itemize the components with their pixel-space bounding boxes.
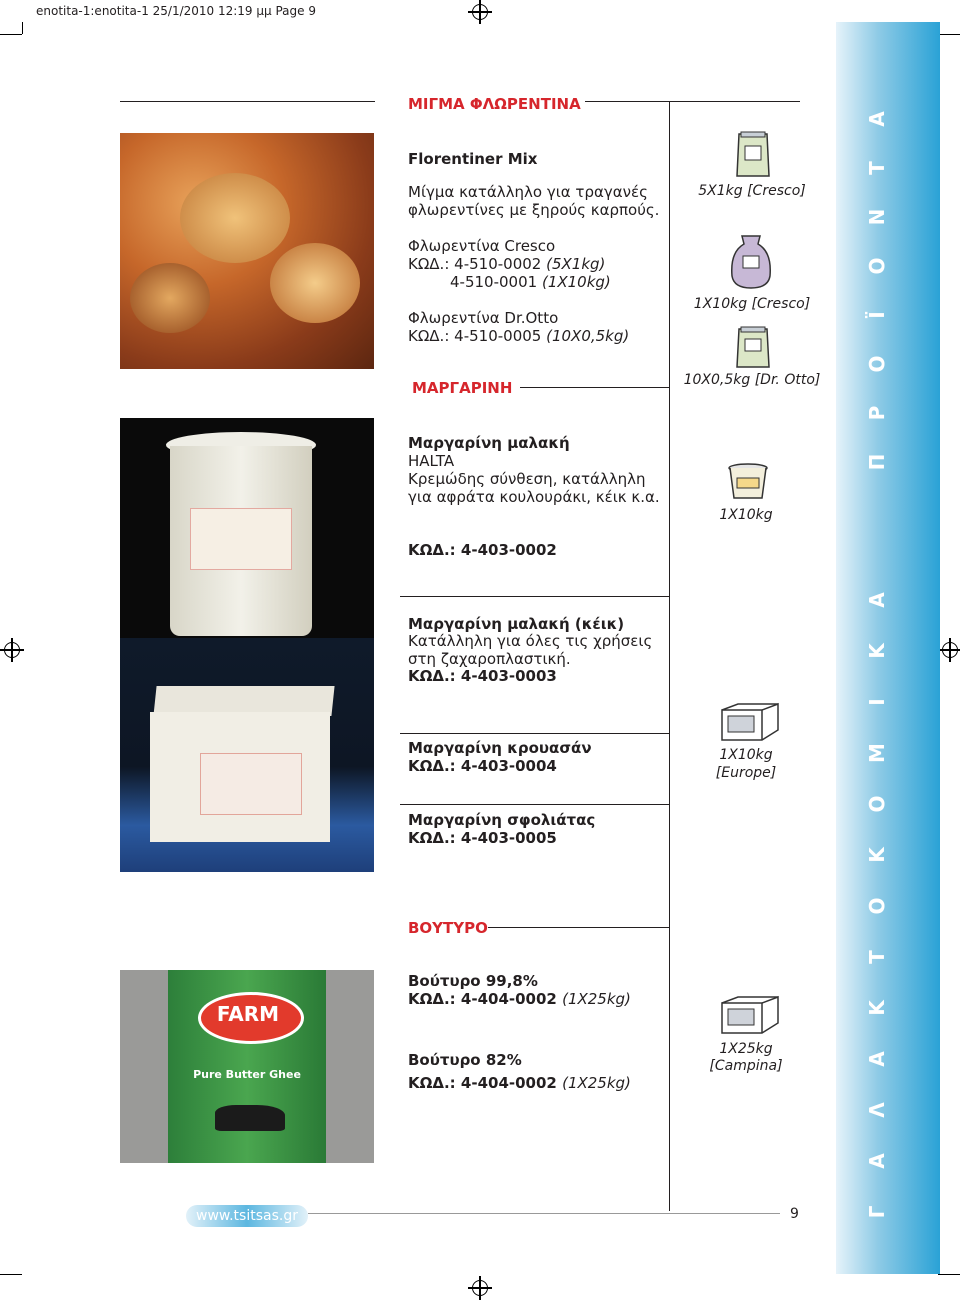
margarine-cake-title: Μαργαρίνη μαλακή (κέικ) — [408, 615, 625, 633]
margarine-cake-desc-1: Κατάλληλη για όλες τις χρήσεις — [408, 632, 653, 650]
crop-mark-tr-h — [938, 34, 960, 35]
florentine-cresco-code-2 — [450, 273, 611, 291]
butter-tin-photo — [120, 970, 374, 1163]
sidebar-letter: Γ — [865, 1205, 889, 1219]
carton-icon — [718, 995, 782, 1037]
sidebar-letter: Μ — [865, 743, 889, 763]
butter-1-code — [408, 990, 631, 1008]
cookie-shape — [180, 173, 290, 263]
rule-cake — [400, 596, 670, 597]
section-heading-florentine: ΜΙΓΜΑ ΦΛΩΡΕΝΤΙΝΑ — [408, 95, 581, 113]
registration-mark-top — [472, 4, 488, 20]
registration-mark-left — [4, 642, 20, 658]
pack-text: (1X25kg) — [562, 1074, 631, 1092]
margarine-cake-desc-2: στη ζαχαροπλαστική. — [408, 650, 571, 668]
sidebar-letter: Τ — [865, 950, 889, 964]
footer-rule — [308, 1213, 780, 1214]
tub-icon — [727, 462, 769, 502]
margarine-croissant-code: ΚΩΔ.: 4-403-0004 — [408, 757, 557, 775]
pack-text: (1X25kg) — [562, 990, 631, 1008]
code-text: ΚΩΔ.: 4-404-0002 — [408, 990, 557, 1008]
florentine-photo — [120, 133, 374, 369]
margarine-soft-code: ΚΩΔ.: 4-403-0002 — [408, 541, 557, 559]
pack-caption-2: 1X10kg [Cresco] — [693, 296, 811, 312]
rule-croissant — [400, 733, 670, 734]
sidebar-letter: Ρ — [865, 405, 889, 421]
margarine-soft-brand: HALTA — [408, 452, 455, 470]
margarine-rule-right — [520, 387, 670, 388]
sidebar-letter: Ο — [865, 897, 889, 915]
margarine-cake-code: ΚΩΔ.: 4-403-0003 — [408, 667, 557, 685]
crop-mark-tl-h — [0, 34, 22, 35]
sidebar-letter: Ϊ — [865, 311, 889, 319]
pack-text: (1X10kg) — [541, 273, 611, 291]
sack-icon — [728, 234, 774, 290]
sidebar-letter: Λ — [865, 1102, 889, 1118]
pack-caption-6a: 1X25kg — [719, 1041, 773, 1057]
website-link[interactable]: www.tsitsas.gr — [186, 1205, 308, 1227]
cookie-shape — [130, 263, 210, 333]
sidebar-letter: Τ — [865, 161, 889, 175]
rule-puff — [400, 804, 670, 805]
code-text: ΚΩΔ.: 4-404-0002 — [408, 1074, 557, 1092]
registration-mark-right — [942, 642, 958, 658]
pack-text: (5X1kg) — [546, 255, 606, 273]
florentine-cresco-name: Φλωρεντίνα Cresco — [408, 237, 556, 255]
pack-caption-5a: 1X10kg — [719, 747, 773, 763]
florentine-desc-2: φλωρεντίνες με ξηρούς καρπούς. — [408, 201, 660, 219]
bag-otto-icon — [735, 325, 771, 371]
sidebar-letter: Κ — [865, 1000, 889, 1016]
sidebar-letter: Ο — [865, 795, 889, 813]
butter-1-title: Βούτυρο 99,8% — [408, 972, 538, 990]
sidebar-letter: Α — [865, 111, 889, 127]
florentine-desc-1: Μίγμα κατάλληλο για τραγανές — [408, 183, 648, 201]
sidebar-letter: Κ — [865, 643, 889, 659]
tub-label — [190, 508, 292, 570]
section-heading-butter: ΒΟΥΤΥΡΟ — [408, 919, 488, 937]
sidebar-letter: Α — [865, 1153, 889, 1169]
top-rule-left — [120, 101, 375, 102]
florentine-otto-name: Φλωρεντίνα Dr.Otto — [408, 309, 559, 327]
top-rule-right — [585, 101, 800, 102]
margarine-rule-vertical — [669, 387, 670, 388]
margarine-puff-code: ΚΩΔ.: 4-403-0005 — [408, 829, 557, 847]
tin-label-text: Pure Butter Ghee — [193, 1068, 301, 1081]
butter-2-title: Βούτυρο 82% — [408, 1051, 522, 1069]
bag-small-icon — [735, 130, 771, 180]
margarine-croissant-title: Μαργαρίνη κρουασάν — [408, 739, 592, 757]
carton-icon — [718, 702, 782, 744]
print-slug: enotita-1:enotita-1 25/1/2010 12:19 μμ Page 9 — [36, 4, 316, 18]
sidebar-letter: Α — [865, 592, 889, 608]
florentine-otto-code — [408, 327, 629, 345]
pack-caption-1: 5X1kg [Cresco] — [698, 183, 806, 199]
crop-mark-tl-v — [22, 22, 23, 34]
code-text: 4-510-0001 — [450, 273, 538, 291]
crop-mark-bl-h — [0, 1274, 22, 1275]
pack-caption-5b: [Europe] — [715, 765, 777, 781]
sidebar-letter: Κ — [865, 847, 889, 863]
margarine-tub-photo — [120, 418, 374, 661]
sidebar-letter: Ο — [865, 355, 889, 373]
section-heading-margarine: ΜΑΡΓΑΡΙΝΗ — [412, 379, 513, 397]
tin-brand-text: FARM — [216, 1002, 280, 1026]
butter-2-code — [408, 1074, 631, 1092]
cookie-shape — [270, 243, 360, 323]
florentine-title: Florentiner Mix — [408, 150, 538, 168]
crop-mark-br-h — [938, 1274, 960, 1275]
sidebar-letter: Ο — [865, 257, 889, 275]
margarine-soft-title: Μαργαρίνη μαλακή — [408, 434, 570, 452]
sidebar-letter: Π — [865, 453, 889, 471]
margarine-box-photo — [120, 638, 374, 872]
box-label — [200, 753, 302, 815]
pack-caption-6b: [Campina] — [709, 1058, 783, 1074]
code-text: ΚΩΔ.: 4-510-0002 — [408, 255, 542, 273]
sidebar-letter: Α — [865, 1051, 889, 1067]
pack-text: (10X0,5kg) — [546, 327, 630, 345]
tin-cow-shape — [215, 1105, 285, 1131]
sidebar-letter: Ι — [865, 698, 889, 706]
page-number: 9 — [790, 1206, 799, 1222]
sidebar-letter: Ν — [865, 208, 889, 226]
margarine-soft-desc-1: Κρεμώδης σύνθεση, κατάλληλη — [408, 470, 646, 488]
margarine-soft-desc-2: για αφράτα κουλουράκι, κέικ κ.α. — [408, 488, 660, 506]
code-text: ΚΩΔ.: 4-510-0005 — [408, 327, 542, 345]
pack-caption-4: 1X10kg — [719, 507, 773, 523]
butter-rule-right — [488, 927, 670, 928]
registration-mark-bottom — [472, 1280, 488, 1296]
florentine-cresco-code-1 — [408, 255, 605, 273]
margarine-puff-title: Μαργαρίνη σφολιάτας — [408, 811, 596, 829]
pack-caption-3: 10X0,5kg [Dr. Otto] — [683, 372, 821, 388]
